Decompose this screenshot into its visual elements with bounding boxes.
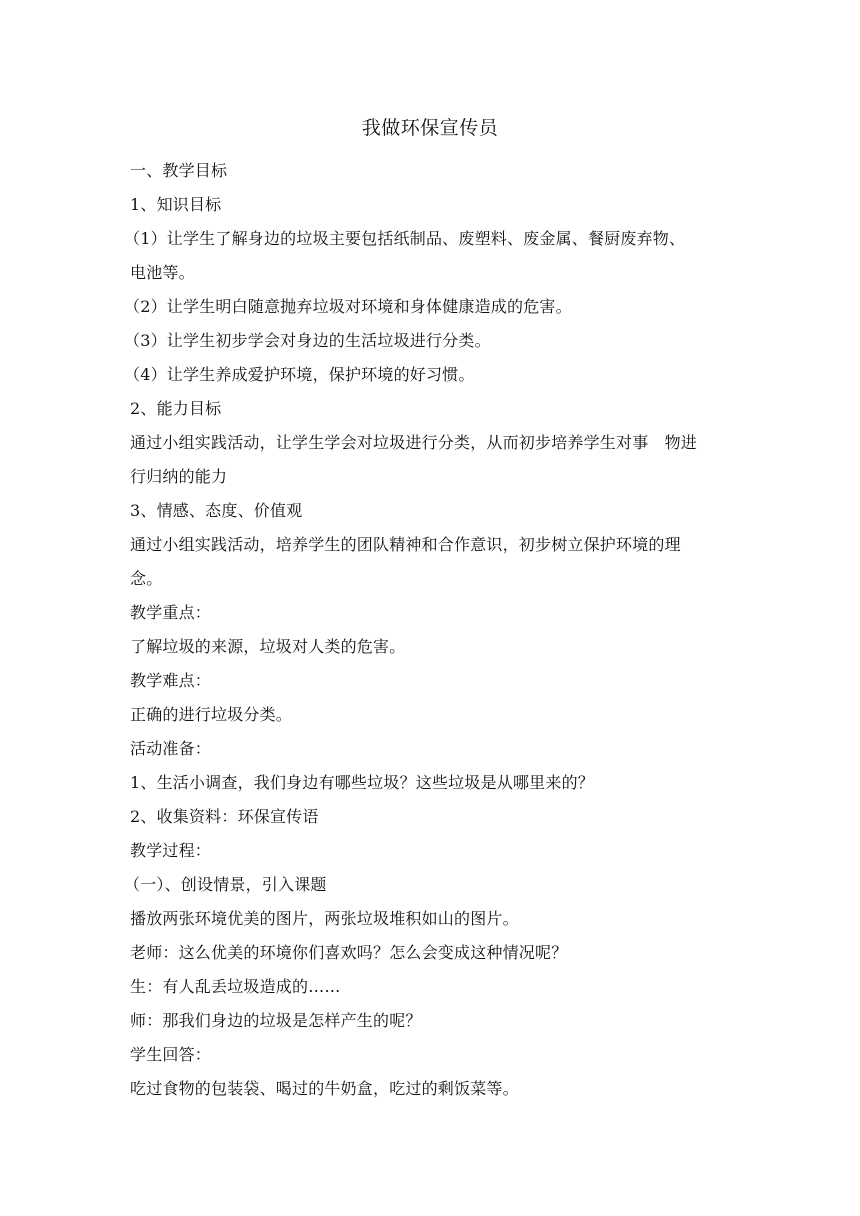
ability-goal-text-continued: 行归纳的能力 (130, 467, 228, 486)
process-text-4: 师：那我们身边的垃圾是怎样产生的呢？ (130, 1011, 422, 1030)
subheading-ability-goals: 2、能力目标 (130, 399, 222, 418)
subheading-values-goals: 3、情感、态度、价值观 (130, 501, 303, 520)
heading-teaching-process: 教学过程： (130, 841, 212, 860)
knowledge-item-4: （4）让学生养成爱护环境，保护环境的好习惯。 (124, 365, 475, 384)
knowledge-item-1-continued: 电池等。 (130, 263, 195, 282)
heading-key-points: 教学重点： (130, 603, 212, 622)
heading-difficulties: 教学难点： (130, 671, 212, 690)
knowledge-item-3: （3）让学生初步学会对身边的生活垃圾进行分类。 (124, 331, 491, 350)
process-text-2: 老师：这么优美的环境你们喜欢吗？怎么会变成这种情况呢？ (130, 943, 568, 962)
ability-goal-text: 通过小组实践活动，让学生学会对垃圾进行分类，从而初步培养学生对事 物进 (130, 433, 698, 452)
knowledge-item-1: （1）让学生了解身边的垃圾主要包括纸制品、废塑料、废金属、餐厨废弃物、 (124, 229, 686, 248)
document-body (124, 154, 740, 1106)
key-points-text: 了解垃圾的来源，垃圾对人类的危害。 (130, 637, 406, 656)
section-heading-objectives: 一、教学目标 (130, 161, 228, 180)
process-text-3: 生：有人乱丢垃圾造成的…… (130, 977, 341, 996)
difficulties-text: 正确的进行垃圾分类。 (130, 705, 293, 724)
values-goal-text: 通过小组实践活动，培养学生的团队精神和合作意识，初步树立保护环境的理 (130, 535, 681, 554)
subheading-knowledge-goals: 1、知识目标 (130, 195, 222, 214)
process-text-6: 吃过食物的包装袋、喝过的牛奶盒，吃过的剩饭菜等。 (130, 1079, 519, 1098)
preparation-item-1: 1、生活小调查，我们身边有哪些垃圾？这些垃圾是从哪里来的？ (130, 773, 594, 792)
heading-preparation: 活动准备： (130, 739, 212, 758)
page-title: 我做环保宣传员 (361, 117, 499, 139)
process-step-1-heading: （一）、创设情景，引入课题 (124, 875, 327, 894)
process-text-1: 播放两张环境优美的图片，两张垃圾堆积如山的图片。 (130, 909, 519, 928)
values-goal-text-continued: 念。 (130, 569, 163, 588)
knowledge-item-2: （2）让学生明白随意抛弃垃圾对环境和身体健康造成的危害。 (124, 297, 572, 316)
preparation-item-2: 2、收集资料：环保宣传语 (130, 807, 319, 826)
process-text-5: 学生回答： (130, 1045, 212, 1064)
